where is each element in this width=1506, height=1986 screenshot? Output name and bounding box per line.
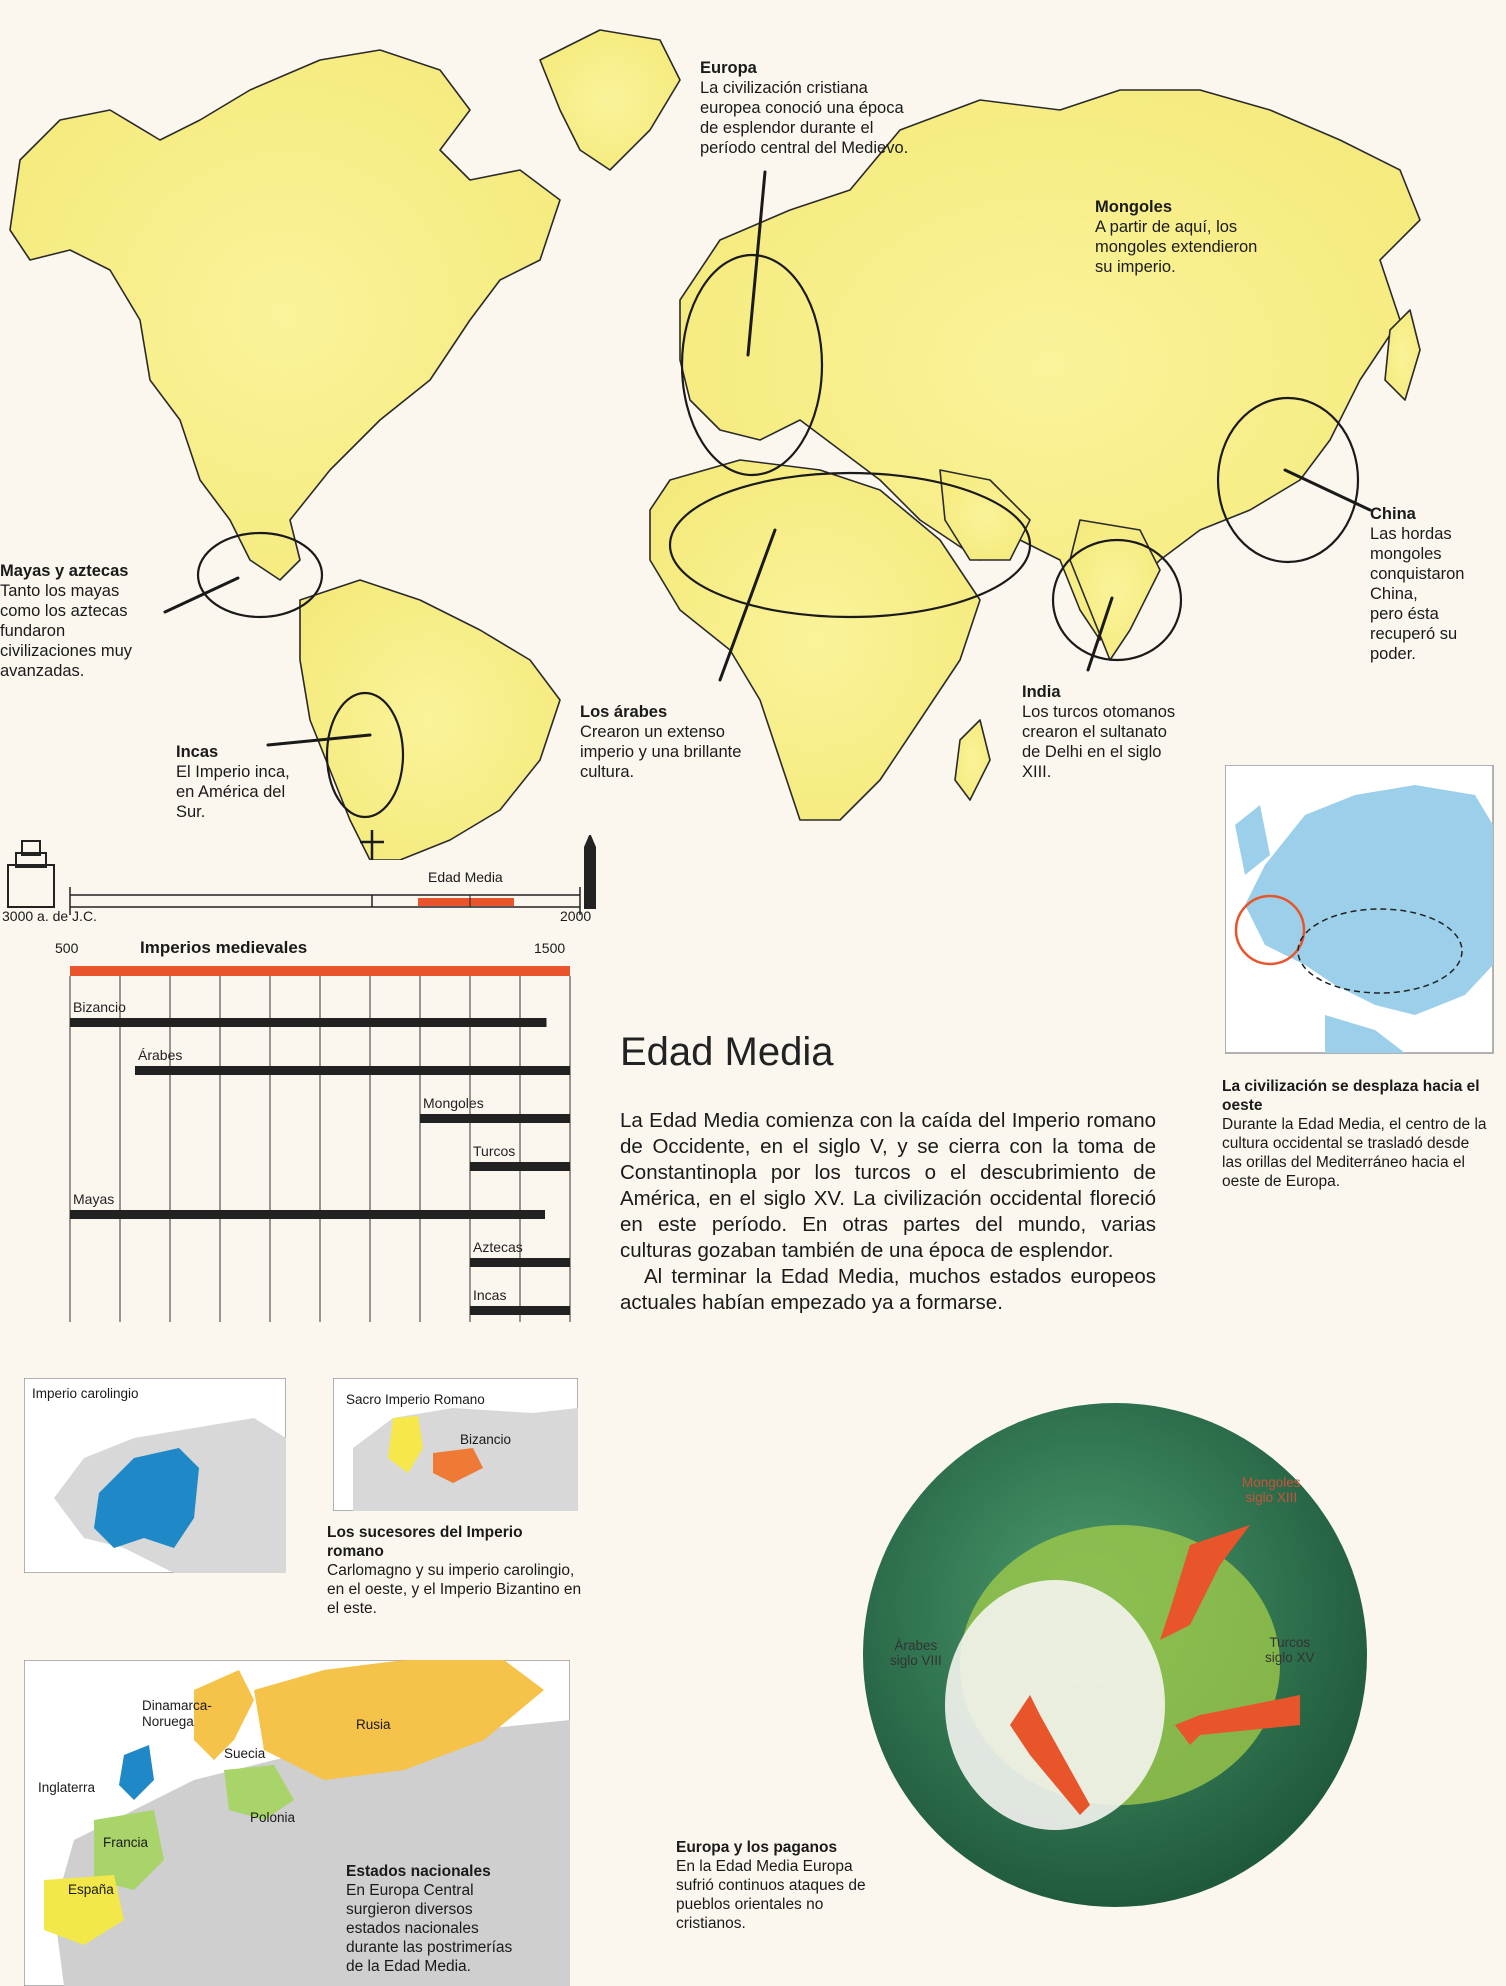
caption-mongoles	[1095, 197, 1315, 277]
globe-label: Mongoles siglo XIII	[1242, 1475, 1301, 1505]
globe-label: Árabes siglo VIII	[890, 1638, 942, 1668]
caption-nations	[346, 1862, 566, 1976]
state-label: Noruega	[142, 1714, 194, 1729]
caption-europa	[700, 58, 940, 158]
caption-title: Europa	[700, 59, 757, 77]
state-label: Rusia	[356, 1717, 391, 1732]
caption-title: Incas	[176, 743, 219, 761]
edad-media-band	[418, 898, 514, 906]
paragraph-2: Al terminar la Edad Media, muchos estados europeos actuales habían empezado ya a formarse.	[620, 1265, 1156, 1314]
westward-map	[1225, 765, 1495, 1055]
caption-globe	[676, 1838, 916, 1933]
south-america	[300, 580, 560, 860]
rocket-icon	[584, 835, 596, 909]
empire-label: Aztecas	[473, 1239, 523, 1255]
caption-body: Tanto los mayas como los aztecas fundaron civilizaciones muy avanzadas.	[0, 582, 133, 680]
caption-title: Europa y los paganos	[676, 1839, 838, 1856]
map-label: Sacro Imperio Romano	[346, 1392, 485, 1407]
state-label: Polonia	[250, 1810, 296, 1825]
empire-bar	[470, 1258, 570, 1267]
timeline-highlight-label: Edad Media	[428, 869, 503, 885]
empire-bar	[470, 1162, 570, 1171]
north-america	[10, 50, 560, 580]
empire-label: Mongoles	[423, 1095, 484, 1111]
empire-label: Turcos	[473, 1143, 516, 1159]
caption-title: India	[1022, 683, 1061, 701]
caption-body: Los turcos otomanos crearon el sultanato de Delhi en el siglo XIII.	[1022, 703, 1176, 781]
state-label: Francia	[103, 1835, 149, 1850]
caption-title: China	[1370, 505, 1416, 523]
empire-bar	[135, 1066, 570, 1075]
empire-bar	[470, 1306, 570, 1315]
map-label: Imperio carolingio	[32, 1386, 139, 1401]
main-text	[620, 1108, 1156, 1316]
caption-incas	[176, 742, 336, 822]
chart-title: Imperios medievales	[140, 938, 308, 957]
paragraph-1: La Edad Media comienza con la caída del Imperio romano de Occidente, en el siglo V, y se cierra con la toma de Constantinopla por los turcos o el descubrimiento de América, en el siglo XV. La civilización occidental floreció en este período. En otras partes del mundo, varias culturas gozaban también de una época de esplendor.	[620, 1109, 1156, 1262]
caption-westward	[1222, 1077, 1492, 1191]
caption-body: El Imperio inca, en América del Sur.	[176, 763, 290, 821]
caption-body: Carlomagno y su imperio carolingio, en el oeste, y el Imperio Bizantino en el este.	[327, 1562, 582, 1617]
state-label: España	[68, 1882, 114, 1897]
caption-body: A partir de aquí, los mongoles extendieron su imperio.	[1095, 218, 1258, 276]
empire-label: Incas	[473, 1287, 507, 1303]
chart-start-label: 500	[55, 940, 79, 956]
caption-successors	[327, 1523, 582, 1618]
state-label: Inglaterra	[38, 1780, 96, 1795]
caption-title: Mongoles	[1095, 198, 1172, 216]
empire-bar	[420, 1114, 570, 1123]
caption-title: Estados nacionales	[346, 1863, 491, 1880]
pyramid-icon	[8, 841, 54, 907]
caption-title: Los sucesores del Imperio romano	[327, 1524, 523, 1560]
caption-india	[1022, 682, 1222, 782]
empire-label: Bizancio	[73, 999, 126, 1015]
caption-title: Mayas y aztecas	[0, 562, 129, 580]
state-label: Dinamarca-	[142, 1698, 212, 1713]
carolingian-map	[24, 1378, 286, 1573]
chart-end-label: 1500	[534, 940, 566, 956]
page-title: Edad Media	[620, 1030, 834, 1074]
timeline-start-label: 3000 a. de J.C.	[2, 908, 97, 924]
map-label: Bizancio	[460, 1432, 512, 1447]
caption-title: La civilización se desplaza hacia el oeste	[1222, 1078, 1480, 1114]
state-label: Suecia	[224, 1746, 266, 1761]
caption-body: Crearon un extenso imperio y una brillante cultura.	[580, 723, 742, 781]
caption-body: Durante la Edad Media, el centro de la cultura occidental se trasladó desde las orillas del Mediterráneo hacia el oeste de Europa.	[1222, 1116, 1487, 1190]
edad-media-band	[70, 966, 570, 976]
empire-label: Árabes	[138, 1047, 183, 1063]
caption-title: Los árabes	[580, 703, 668, 721]
madagascar	[955, 720, 990, 800]
caption-body: En la Edad Media Europa sufrió continuos ataques de pueblos orientales no cristianos.	[676, 1858, 866, 1932]
timeline-end-label: 2000	[560, 908, 592, 924]
caption-china	[1370, 504, 1500, 664]
caption-body: La civilización cristiana europea conoció una época de esplendor durante el período central del Medievo.	[700, 79, 909, 157]
caption-arabes	[580, 702, 790, 782]
globe-label: Turcos siglo XV	[1265, 1635, 1315, 1665]
empire-bar	[70, 1210, 545, 1219]
empire-label: Mayas	[73, 1191, 115, 1207]
empires-chart	[0, 960, 600, 1350]
empire-bar	[70, 1018, 547, 1027]
caption-body: En Europa Central surgieron diversos estados nacionales durante las postrimerías de la Edad Media.	[346, 1882, 513, 1975]
greenland	[540, 30, 680, 170]
caption-mayas	[0, 561, 200, 681]
caption-body: Las hordas mongoles conquistaron China, pero ésta recuperó su poder.	[1370, 525, 1465, 663]
